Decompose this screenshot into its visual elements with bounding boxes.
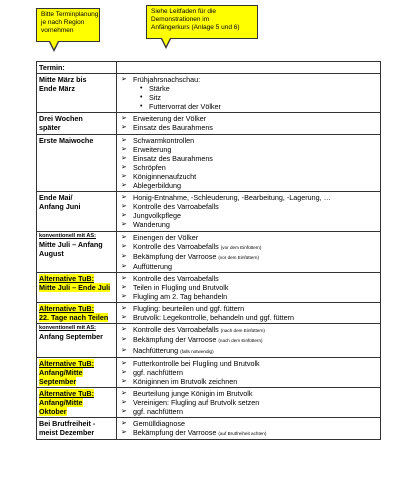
arrow-bullet-icon: ➢ (121, 368, 127, 376)
task-note: (falls notwendig) (180, 348, 214, 354)
task-text: Flugling am 2. Tag behandeln (133, 292, 228, 302)
task-text: Kontrolle des Varroabefalls (133, 273, 219, 283)
time-label: Anfang Juni (39, 202, 81, 212)
task-item (119, 304, 378, 313)
time-label: später (39, 123, 61, 133)
alternative-label: Alternative TuB: (39, 358, 94, 368)
tasks-cell (117, 418, 381, 440)
tasks-cell (117, 272, 381, 302)
time-label: Ende Mai/ (39, 193, 73, 203)
callout-line: je nach Region (41, 19, 85, 26)
task-text: Kontrolle des Varroabefalls (133, 325, 219, 335)
task-text: Schröpfen (133, 162, 166, 172)
task-list (119, 419, 378, 438)
task-item (119, 123, 378, 132)
task-text: Frühjahrsnachschau: (133, 75, 201, 84)
time-cell (37, 357, 117, 387)
task-item (119, 154, 378, 163)
arrow-bullet-icon: ➢ (121, 377, 127, 385)
task-item (119, 377, 378, 386)
task-item (119, 407, 378, 416)
task-item (119, 398, 378, 407)
tasks-cell (117, 192, 381, 231)
time-cell (37, 231, 117, 272)
arrow-bullet-icon: ➢ (121, 163, 127, 171)
task-text: Bekämpfung der Varroose (133, 251, 217, 261)
task-item (119, 274, 378, 283)
alternative-label: 22. Tage nach Teilen (39, 313, 109, 323)
callout-line: Anfängerkurs (Anlage 5 und 6) (151, 24, 240, 31)
arrow-bullet-icon: ➢ (121, 252, 127, 260)
callout-line: Demonstrationen im (151, 16, 210, 23)
arrow-bullet-icon: ➢ (121, 399, 127, 406)
table-row (37, 387, 381, 417)
tasks-cell (117, 134, 381, 192)
task-text: Königinnenaufzucht (133, 171, 197, 181)
callout-line: Siehe Leitfaden für die (151, 8, 217, 15)
arrow-bullet-icon: ➢ (121, 145, 127, 153)
task-item (119, 313, 378, 322)
alternative-label: September (39, 376, 77, 386)
arrow-bullet-icon: ➢ (121, 203, 127, 211)
task-item (119, 292, 378, 301)
table-row (37, 418, 381, 440)
task-text: Einengen der Völker (133, 232, 199, 242)
task-item (119, 419, 378, 428)
task-text: Teilen in Flugling und Brutvolk (133, 282, 229, 292)
arrow-bullet-icon: ➢ (121, 221, 127, 229)
time-cell (37, 303, 117, 324)
task-text: Beurteilung junge Königin im Brutvolk (133, 388, 253, 398)
task-list (119, 233, 378, 271)
arrow-bullet-icon: ➢ (121, 420, 127, 428)
table-row (37, 303, 381, 324)
task-note: (nach dem Einfüttern) (220, 328, 265, 334)
task-item (119, 368, 378, 377)
task-note: (nach dem Einfüttern) (218, 338, 263, 344)
callout-line: Bitte Terminplanung (41, 11, 99, 18)
task-text: Erweiterung der Völker (133, 114, 207, 124)
time-label: Drei Wochen (39, 114, 83, 124)
task-text: Futterkontrolle bei Flugling und Brutvolk (133, 358, 260, 368)
task-item (119, 211, 378, 220)
task-list (119, 274, 378, 301)
table-row (37, 272, 381, 302)
time-label: Bei Brutfreiheit - (39, 419, 96, 429)
arrow-bullet-icon: ➢ (121, 194, 127, 202)
task-text: Einsatz des Baurahmens (133, 153, 213, 163)
time-cell (37, 272, 117, 302)
task-item (119, 359, 378, 368)
task-list (119, 193, 378, 229)
arrow-bullet-icon: ➢ (121, 283, 127, 291)
time-cell (37, 387, 117, 417)
arrow-bullet-icon: ➢ (121, 136, 127, 144)
task-item (119, 114, 378, 123)
tasks-cell (117, 357, 381, 387)
bullet-dot-icon: • (140, 94, 143, 102)
table-row (37, 74, 381, 113)
tasks-cell (117, 324, 381, 357)
task-text: Kontrolle des Varroabefalls (133, 202, 219, 212)
task-list (119, 325, 378, 355)
time-label: Ende März (39, 84, 75, 93)
arrow-bullet-icon: ➢ (121, 274, 127, 282)
table-header-row (37, 62, 381, 74)
arrow-bullet-icon: ➢ (121, 76, 127, 83)
tasks-cell (117, 231, 381, 272)
table-row (37, 231, 381, 272)
task-list (119, 136, 378, 191)
task-list (119, 389, 378, 416)
tasks-cell (117, 303, 381, 324)
tasks-cell (117, 74, 381, 113)
task-item (119, 202, 378, 211)
task-text: Vereinigen: Flugling auf Brutvolk setzen (133, 398, 260, 407)
arrow-bullet-icon: ➢ (121, 359, 127, 367)
header-label: Termin: (37, 62, 117, 74)
task-item (119, 283, 378, 292)
tasks-cell (117, 113, 381, 134)
alternative-label: Alternative TuB: (39, 388, 94, 398)
alternative-label: Anfang/Mitte (39, 397, 83, 407)
task-text: Königinnen im Brutvolk zeichnen (133, 376, 238, 386)
time-cell (37, 134, 117, 192)
time-prefix: konventionell mit AS: (39, 325, 96, 332)
bullet-dot-icon: • (140, 85, 143, 93)
task-text: Stärke (149, 84, 170, 94)
task-item (119, 163, 378, 172)
table-row (37, 357, 381, 387)
arrow-bullet-icon: ➢ (121, 408, 127, 416)
task-note: (vor dem Einfüttern) (218, 254, 259, 260)
task-item (119, 75, 378, 84)
task-item (119, 181, 378, 190)
task-text: Sitz (149, 93, 161, 103)
arrow-bullet-icon: ➢ (121, 212, 127, 220)
schedule-table (36, 61, 381, 440)
task-text: Jungvolkpflege (133, 211, 181, 221)
arrow-bullet-icon: ➢ (121, 293, 127, 301)
time-label: Mitte März bis (39, 75, 87, 84)
task-item (119, 325, 378, 335)
task-item (119, 93, 378, 102)
task-item (119, 220, 378, 229)
time-label: Erste Maiwoche (39, 135, 94, 145)
arrow-bullet-icon: ➢ (121, 346, 127, 354)
task-item (119, 102, 378, 111)
arrow-bullet-icon: ➢ (121, 182, 127, 190)
task-item (119, 262, 378, 271)
task-list (119, 114, 378, 132)
task-list (119, 304, 378, 322)
task-item (119, 193, 378, 202)
arrow-bullet-icon: ➢ (121, 389, 127, 397)
header-empty-cell (117, 62, 381, 74)
arrow-bullet-icon: ➢ (121, 115, 127, 123)
task-list (119, 359, 378, 386)
alternative-label: Mitte Juli – Ende Juli (39, 282, 111, 292)
task-item (119, 335, 378, 345)
task-item (119, 428, 378, 438)
task-text: Schwarmkontrollen (133, 135, 195, 145)
task-note: (vor dem Einfüttern) (220, 244, 262, 250)
time-prefix: konventionell mit AS: (39, 232, 96, 239)
time-label: August (39, 248, 64, 258)
callout-leitfaden (146, 5, 258, 39)
arrow-bullet-icon: ➢ (121, 233, 127, 241)
task-text: Gemülldiagnose (133, 419, 185, 429)
task-text: Ablegerbildung (133, 181, 181, 191)
alternative-label: Alternative TuB: (39, 273, 94, 283)
arrow-bullet-icon: ➢ (121, 305, 127, 313)
arrow-bullet-icon: ➢ (121, 326, 127, 334)
alternative-label: Oktober (39, 406, 67, 416)
task-item (119, 389, 378, 398)
arrow-bullet-icon: ➢ (121, 242, 127, 250)
task-item (119, 233, 378, 242)
table-row (37, 192, 381, 231)
arrow-bullet-icon: ➢ (121, 429, 127, 437)
task-text: Futtervorrat der Völker (149, 102, 221, 112)
time-cell (37, 418, 117, 440)
task-text: Nachfütterung (133, 345, 179, 355)
time-cell (37, 74, 117, 113)
bullet-dot-icon: • (140, 103, 143, 111)
arrow-bullet-icon: ➢ (121, 154, 127, 162)
task-list (119, 75, 378, 111)
callout-termin-planning (36, 8, 100, 42)
task-text: Flugling: beurteilen und ggf. füttern (133, 304, 245, 314)
task-text: ggf. nachfüttern (133, 367, 183, 377)
task-text: ggf. nachfüttern (133, 407, 183, 417)
tasks-cell (117, 387, 381, 417)
task-item (119, 346, 378, 356)
task-item (119, 136, 378, 145)
arrow-bullet-icon: ➢ (121, 262, 127, 270)
arrow-bullet-icon: ➢ (121, 124, 127, 132)
table-row (37, 134, 381, 192)
task-text: Bekämpfung der Varroose (133, 428, 217, 438)
time-cell (37, 324, 117, 357)
task-item (119, 84, 378, 93)
task-text: Brutvolk: Legekontrolle, behandeln und ggf. füttern (133, 313, 295, 323)
task-item (119, 252, 378, 262)
task-text: Kontrolle des Varroabefalls (133, 241, 219, 251)
arrow-bullet-icon: ➢ (121, 172, 127, 180)
task-note: (auf Brutfreiheit achten) (218, 431, 267, 437)
time-label: Mitte Juli – Anfang (39, 239, 103, 249)
arrow-bullet-icon: ➢ (121, 314, 127, 322)
time-label: Anfang September (39, 332, 103, 342)
task-item (119, 172, 378, 181)
alternative-label: Anfang/Mitte (39, 367, 83, 377)
task-text: Honig-Entnahme, -Schleuderung, -Bearbeitung, -Lagerung, … (133, 193, 331, 203)
arrow-bullet-icon: ➢ (121, 336, 127, 344)
table-row (37, 324, 381, 357)
task-text: Einsatz des Baurahmens (133, 123, 213, 133)
time-label: meist Dezember (39, 428, 95, 438)
task-item (119, 242, 378, 252)
callout-line: vornehmen (41, 27, 74, 34)
task-text: Bekämpfung der Varroose (133, 335, 217, 345)
task-text: Wanderung (133, 220, 170, 230)
alternative-label: Alternative TuB: (39, 304, 94, 314)
task-text: Erweiterung (133, 144, 172, 154)
table-row (37, 113, 381, 134)
task-item (119, 145, 378, 154)
time-cell (37, 113, 117, 134)
time-cell (37, 192, 117, 231)
task-text: Auffütterung (133, 261, 173, 271)
